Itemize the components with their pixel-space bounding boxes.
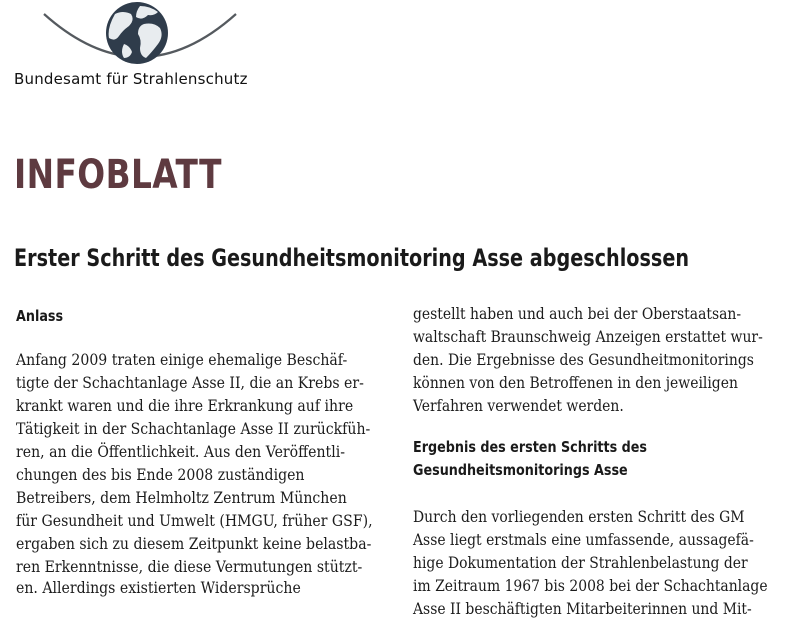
text-line: können von den Betroffenen in den jeweiligen <box>413 373 738 392</box>
section-heading-ergebnis-line-1: Ergebnis des ersten Schritts des <box>413 438 648 456</box>
document-type-label: INFOBLATT <box>14 152 222 198</box>
text-line: im Zeitraum 1967 bis 2008 bei der Schachtanlage <box>413 576 768 595</box>
text-line: ren Erkenntnisse, die diese Vermutungen stützt- <box>16 557 363 576</box>
section-heading-ergebnis-line-2: Gesundheitsmonitorings Asse <box>413 461 628 479</box>
globe-arc-icon <box>40 0 240 70</box>
text-line: Tätigkeit in der Schachtanlage Asse II zurückfüh- <box>16 419 371 438</box>
text-line: ergaben sich zu diesem Zeitpunkt keine belastba- <box>16 534 372 553</box>
text-line: krankt waren und die ihre Erkrankung auf ihre <box>16 396 354 415</box>
text-line: Asse II beschäftigten Mitarbeiterinnen und Mit- <box>413 599 752 618</box>
text-line: chungen des bis Ende 2008 zuständigen <box>16 465 305 484</box>
text-line: tigte der Schachtanlage Asse II, die an Krebs er- <box>16 373 364 392</box>
text-line: en. Allerdings existierten Widersprüche <box>16 578 301 597</box>
organization-name: Bundesamt für Strahlenschutz <box>14 70 248 88</box>
text-line: Betreibers, dem Helmholtz Zentrum München <box>16 488 347 507</box>
text-line: Durch den vorliegenden ersten Schritt des GM <box>413 507 745 526</box>
section-heading-anlass: Anlass <box>16 307 64 325</box>
text-line: hige Dokumentation der Strahlenbelastung der <box>413 553 748 572</box>
text-line: ren, an die Öffentlichkeit. Aus den Veröffentli- <box>16 442 345 461</box>
text-line: den. Die Ergebnisse des Gesundheitmonitorings <box>413 350 754 369</box>
text-line: Anfang 2009 traten einige ehemalige Beschäf- <box>16 350 348 369</box>
text-line: gestellt haben und auch bei der Oberstaatsan- <box>413 304 742 323</box>
document-title: Erster Schritt des Gesundheitsmonitoring Asse abgeschlossen <box>14 244 690 272</box>
text-line: waltschaft Braunschweig Anzeigen erstattet wur- <box>413 327 763 346</box>
text-line: Asse liegt erstmals eine umfassende, aussagefä- <box>413 530 754 549</box>
text-line: für Gesundheit und Umwelt (HMGU, früher GSF), <box>16 511 373 530</box>
text-line: Verfahren verwendet werden. <box>413 396 624 415</box>
